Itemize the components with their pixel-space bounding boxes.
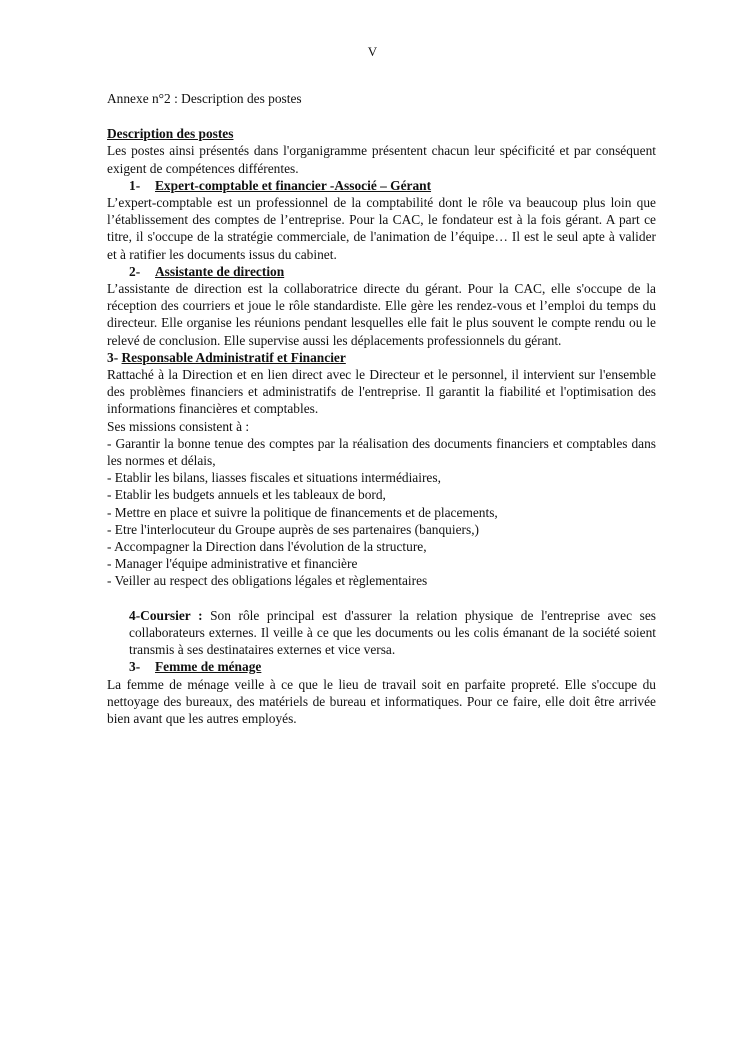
- spacer: [107, 590, 656, 607]
- post-number: 3-: [129, 659, 141, 675]
- intro-paragraph: Les postes ainsi présentés dans l'organigramme présentent chacun leur spécificité et par conséquent exigent de compétences différentes.: [107, 143, 656, 176]
- post-title: Responsable Administratif et Financier: [121, 349, 346, 365]
- post-label: 4-Coursier :: [129, 607, 203, 623]
- post-title: Assistante de direction: [155, 263, 285, 279]
- post-title: Femme de ménage: [155, 659, 262, 675]
- annexe-title: Annexe n°2 : Description des postes: [107, 91, 302, 106]
- post-title: Expert-comptable et financier -Associé – Gérant: [155, 177, 432, 193]
- list-item: - Manager l'équipe administrative et financière: [107, 556, 358, 572]
- list-item: - Mettre en place et suivre la politique de financements et de placements,: [107, 504, 498, 520]
- post-heading-raf: [107, 349, 656, 366]
- document-body: [107, 90, 656, 727]
- missions-list: [107, 435, 656, 590]
- post-description-expert-comptable: L’expert-comptable est un professionnel de la comptabilité dont le rôle va beaucoup plus loin que l’établissement des comptes de l’entreprise. Pour la CAC, le fondateur est à la fois gérant. A part ce titre, il s'occupe de la stratégie commerciale, de l'animation de l’équipe… Il est le seul apte à valider et à ratifier les documents issus du cabinet.: [107, 195, 656, 262]
- list-item: - Accompagner la Direction dans l'évolution de la structure,: [107, 539, 427, 555]
- post-heading-assistante: [129, 263, 656, 280]
- post-description-coursier: Son rôle principal est d'assurer la relation physique de l'entreprise avec ses collaborateurs externes. Il veille à ce que les documents ou les colis émanant de la société soient transmis à ses destinataires externes et vice versa.: [129, 607, 656, 658]
- list-item: - Garantir la bonne tenue des comptes par la réalisation des documents financiers et comptables dans les normes et délais,: [107, 435, 656, 469]
- post-heading-femme-de-menage: [129, 658, 656, 675]
- post-number: 1-: [129, 177, 141, 193]
- post-number: 3-: [107, 349, 119, 365]
- list-item: - Etre l'interlocuteur du Groupe auprès de ses partenaires (banquiers,): [107, 521, 479, 537]
- post-description-assistante: L’assistante de direction est la collaboratrice directe du gérant. Pour la CAC, elle s'occupe de la réception des courriers et joue le rôle standardiste. Elle gère les rendez-vous et l’emploi du temps du directeur. Elle organise les réunions pendant lesquelles elle fait le plus souvent le compte rendu ou le relevé de conclusion. Elle supervise aussi les déplacements professionnels du gérant.: [107, 281, 656, 348]
- post-description-raf: Rattaché à la Direction et en lien direct avec le Directeur et le personnel, il intervient sur l'ensemble des problèmes financiers et administratifs de l'entreprise. Il garantit la fiabilité et l'optimisation des informations financières et comptables.: [107, 367, 656, 417]
- post-heading-expert-comptable: [129, 177, 656, 194]
- post-coursier: [129, 607, 656, 659]
- list-item: - Etablir les bilans, liasses fiscales et situations intermédiaires,: [107, 470, 441, 486]
- list-item: - Etablir les budgets annuels et les tableaux de bord,: [107, 487, 386, 503]
- post-description-femme-de-menage: La femme de ménage veille à ce que le lieu de travail soit en parfaite propreté. Elle s'occupe du nettoyage des bureaux, des matériels de bureau et informatiques. Pour ce faire, elle doit être arrivée bien avant que les autres employés.: [107, 676, 656, 726]
- post-number: 2-: [129, 263, 141, 279]
- missions-intro: Ses missions consistent à :: [107, 418, 250, 434]
- section-title: Description des postes: [107, 126, 234, 142]
- list-item: - Veiller au respect des obligations légales et règlementaires: [107, 573, 428, 589]
- page-number: V: [367, 44, 378, 59]
